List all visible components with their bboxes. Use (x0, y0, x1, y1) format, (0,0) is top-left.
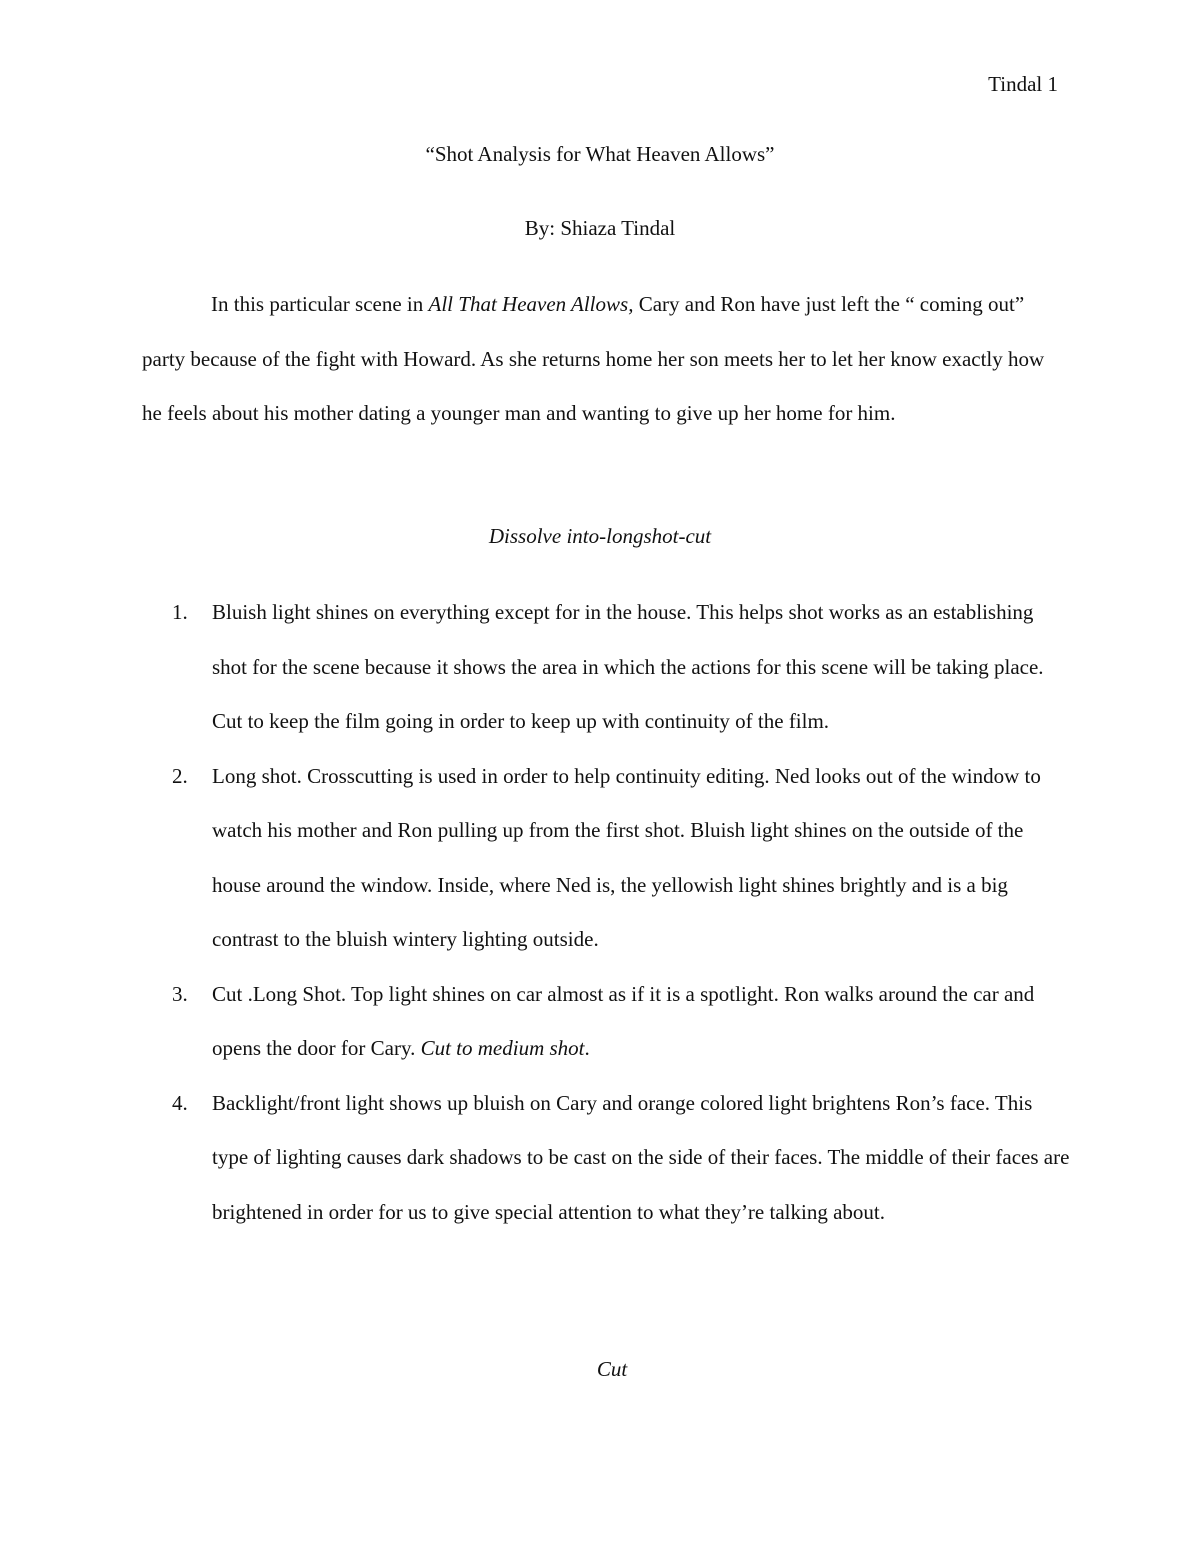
film-title: All That Heaven Allows, (428, 292, 634, 316)
list-item-text: Backlight/front light shows up bluish on Cary and orange colored light brightens Ron’s face. This type of lighting causes dark shadows to be cast on the side of their faces. The middle of their faces are brightened in order for us to give special attention to what they’re talking about. (212, 1090, 1070, 1224)
intro-text-start: In this particular scene in (211, 292, 429, 316)
list-item (172, 967, 1072, 1076)
list-item (172, 749, 1072, 967)
section-heading: Dissolve into-longshot-cut (488, 524, 712, 548)
shot-list (172, 585, 1072, 1239)
list-item-number: 4. (172, 1090, 188, 1115)
list-item (172, 1076, 1072, 1240)
list-item-end-punct: . (584, 1036, 590, 1060)
list-item-text: Bluish light shines on everything except for in the house. This helps shot works as an establishing shot for the scene because it shows the area in which the actions for this scene will be taking place. Cut to keep the film going in order to keep up with continuity of the film. (212, 600, 1044, 733)
list-item-italic-text: Cut to medium shot (420, 1036, 585, 1060)
list-item (172, 585, 1072, 749)
list-item-number: 3. (172, 981, 188, 1006)
page-header-label: Tindal 1 (988, 72, 1058, 96)
list-item-number: 2. (172, 763, 188, 788)
list-item-text-wrapper (212, 967, 1072, 1076)
closing-heading: Cut (596, 1357, 628, 1381)
list-item-number: 1. (172, 600, 188, 624)
list-item-text: Long shot. Crosscutting is used in order to help continuity editing. Ned looks out of the window to watch his mother and Ron pulling up from the first shot. Bluish light shines on the outside of the house around the window. Inside, where Ned is, the yellowish light shines brightly and is a big contrast to the bluish wintery lighting outside. (212, 763, 1041, 951)
list-item-text: Cut .Long Shot. Top light shines on car almost as if it is a spotlight. Ron walks around the car and opens the door for Cary. (212, 981, 1035, 1060)
document-title: “Shot Analysis for What Heaven Allows” (425, 142, 775, 166)
document-byline: By: Shiaza Tindal (524, 216, 676, 240)
intro-paragraph (142, 277, 1062, 441)
intro-text-rest: Cary and Ron have just left the “ coming out” party because of the fight with Howard. As she returns home her son meets her to let her know exactly how he feels about his mother dating a younger man and wanting to give up her home for him. (142, 292, 1045, 425)
